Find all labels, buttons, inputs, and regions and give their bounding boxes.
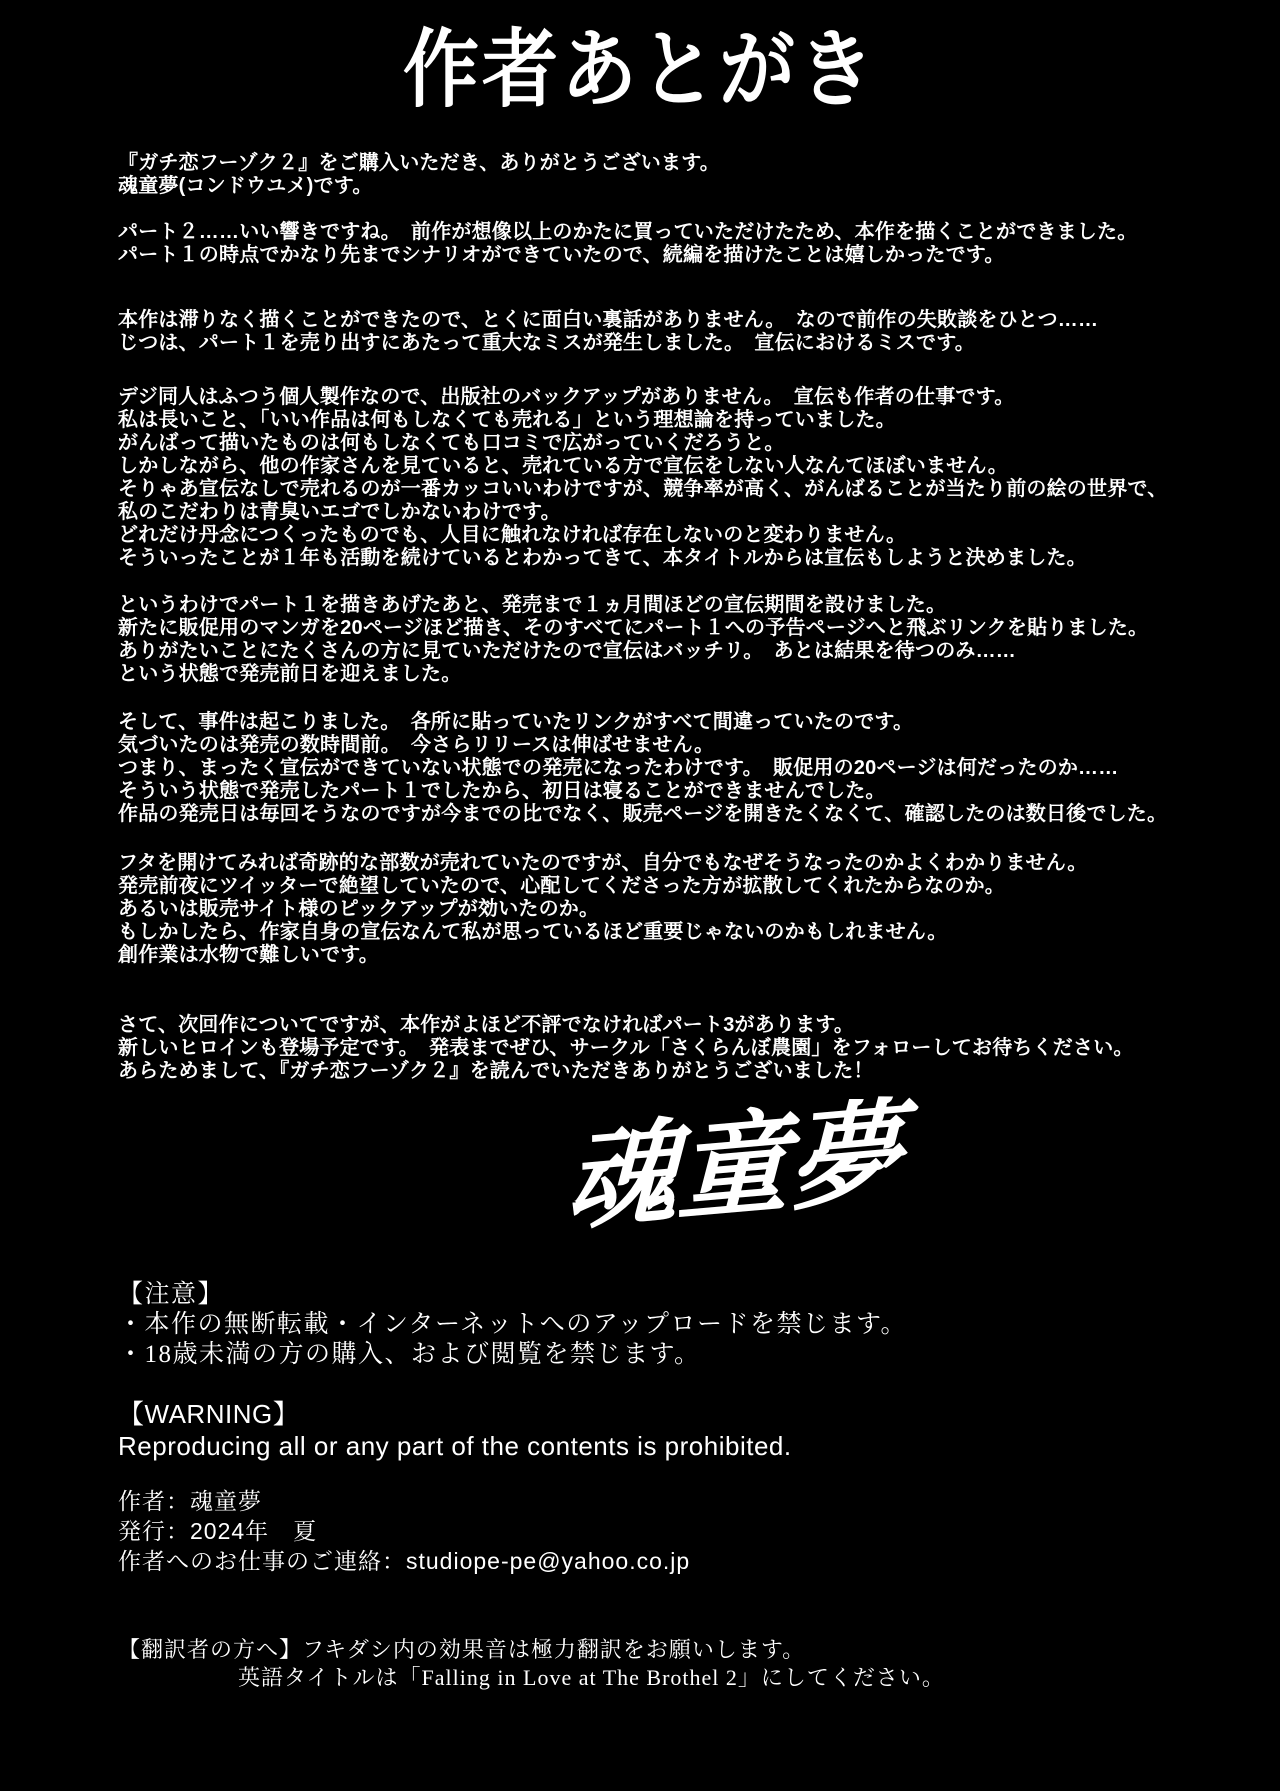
afterword-line: じつは、パート１を売り出すにあたって重大なミスが発生しました。 宣伝におけるミスです。	[118, 332, 975, 354]
afterword-line: もしかしたら、作家自身の宣伝なんて私が思っているほど重要じゃないのかもしれません。	[118, 921, 948, 943]
afterword-line: 作品の発売日は毎回そうなのですが今までの比でなく、販売ページを開きたくなくて、確認したのは数日後でした。	[118, 803, 1168, 825]
notice-heading: 【注意】	[118, 1281, 225, 1308]
afterword-line: 私のこだわりは青臭いエゴでしかないわけです。	[118, 501, 561, 523]
afterword-line: 創作業は水物で難しいです。	[118, 944, 379, 966]
paragraph-next-work	[118, 1014, 1200, 1083]
afterword-line: 本作は滞りなく描くことができたので、とくに面白い裏話がありません。 なので前作の失敗談をひとつ……	[118, 309, 1099, 331]
afterword-line: あらためまして、『ガチ恋フーゾク２』を読んでいただきありがとうございました！	[118, 1060, 874, 1082]
afterword-line: そういったことが１年も活動を続けているとわかってきて、本タイトルからは宣伝もしようと決めました。	[118, 547, 1087, 569]
colophon-contact: 作者へのお仕事のご連絡：studiope-pe@yahoo.co.jp	[118, 1548, 691, 1574]
afterword-line: あるいは販売サイト様のピックアップが効いたのか。	[118, 898, 600, 920]
colophon-published: 発行：2024年 夏	[118, 1518, 318, 1544]
afterword-line: デジ同人はふつう個人製作なので、出版社のバックアップがありません。 宣伝も作者の仕事です。	[118, 386, 1015, 408]
translator-note-line: 英語タイトルは「Falling in Love at The Brothel 2」にしてください。	[238, 1665, 945, 1690]
afterword-line: という状態で発売前日を迎えました。	[118, 663, 462, 685]
afterword-line: というわけでパート１を描きあげたあと、発売まで１ヵ月間ほどの宣伝期間を設けました。	[118, 594, 947, 616]
afterword-line: パート１の時点でかなり先までシナリオができていたので、続編を描けたことは嬉しかったです。	[118, 244, 1005, 266]
paragraph-part2	[118, 221, 1200, 267]
paragraph-greeting	[118, 152, 1200, 198]
afterword-line: しかしながら、他の作家さんを見ていると、売れている方で宣伝をしない人なんてほぼいません。	[118, 455, 1008, 477]
afterword-line: そして、事件は起こりました。 各所に貼っていたリンクがすべて間違っていたのです。	[118, 711, 914, 733]
afterword-line: どれだけ丹念につくったものでも、人目に触れなければ存在しないのと変わりません。	[118, 524, 907, 546]
warning-body: Reproducing all or any part of the contents is prohibited.	[118, 1431, 792, 1461]
notice-block	[118, 1280, 1200, 1370]
notice-line: ・本作の無断転載・インターネットへのアップロードを禁じます。	[118, 1311, 908, 1338]
afterword-line: さて、次回作についてですが、本作がよほど不評でなければパート3があります。	[118, 1014, 855, 1036]
afterword-line: 気づいたのは発売の数時間前。 今さらリリースは伸ばせません。	[118, 734, 715, 756]
translator-note-line: 【翻訳者の方へ】フキダシ内の効果音は極力翻訳をお願いします。	[118, 1637, 806, 1662]
afterword-line: 新しいヒロインも登場予定です。 発表までぜひ、サークル「さくらんぼ農園」をフォローしてお待ちください。	[118, 1037, 1134, 1059]
colophon-block	[118, 1486, 1200, 1576]
paragraph-promotion	[118, 386, 1200, 570]
colophon-author: 作者：魂童夢	[118, 1488, 262, 1514]
afterword-line: ありがたいことにたくさんの方に見ていただけたので宣伝はバッチリ。 あとは結果を待つのみ……	[118, 640, 1016, 662]
page-title: 作者あとがき	[403, 19, 877, 120]
paragraph-result	[118, 852, 1200, 967]
warning-block	[118, 1398, 1200, 1462]
afterword-line: がんばって描いたものは何もしなくても口コミで広がっていくだろうと。	[118, 432, 785, 454]
paragraph-incident	[118, 711, 1200, 826]
paragraph-campaign	[118, 594, 1200, 686]
warning-heading: 【WARNING】	[118, 1399, 300, 1429]
afterword-line: 私は長いこと、「いい作品は何もしなくても売れる」という理想論を持っていました。	[118, 409, 896, 431]
translator-note-block	[118, 1636, 1200, 1692]
afterword-line: 新たに販促用のマンガを20ページほど描き、そのすべてにパート１への予告ページへと飛ぶリンクを貼りました。	[118, 617, 1149, 639]
afterword-line: つまり、まったく宣伝ができていない状態での発売になったわけです。 販促用の20ページは何だったのか……	[118, 757, 1119, 779]
afterword-line: パート２……いい響きですね。 前作が想像以上のかたに買っていただけたため、本作を描くことができました。	[118, 221, 1138, 243]
afterword-line: そういう状態で発売したパート１でしたから、初日は寝ることができませんでした。	[118, 780, 886, 802]
afterword-line: そりゃあ宣伝なしで売れるのが一番カッコいいわけですが、競争率が高く、がんばることが当たり前の絵の世界で、	[118, 478, 1168, 500]
paragraph-failure-intro	[118, 309, 1200, 355]
afterword-body	[0, 152, 1280, 1692]
author-signature: 魂童夢	[564, 1086, 902, 1247]
afterword-line: フタを開けてみれば奇跡的な部数が売れていたのですが、自分でもなぜそうなったのかよくわかりません。	[118, 852, 1088, 874]
afterword-line: 発売前夜にツイッターで絶望していたので、心配してくださった方が拡散してくれたからなのか。	[118, 875, 1005, 897]
afterword-line: 魂童夢(コンドウユメ)です。	[118, 175, 373, 197]
afterword-line: 『ガチ恋フーゾク２』をご購入いただき、ありがとうございます。	[118, 152, 720, 174]
notice-line: ・18歳未満の方の購入、および閲覧を禁じます。	[118, 1341, 701, 1368]
